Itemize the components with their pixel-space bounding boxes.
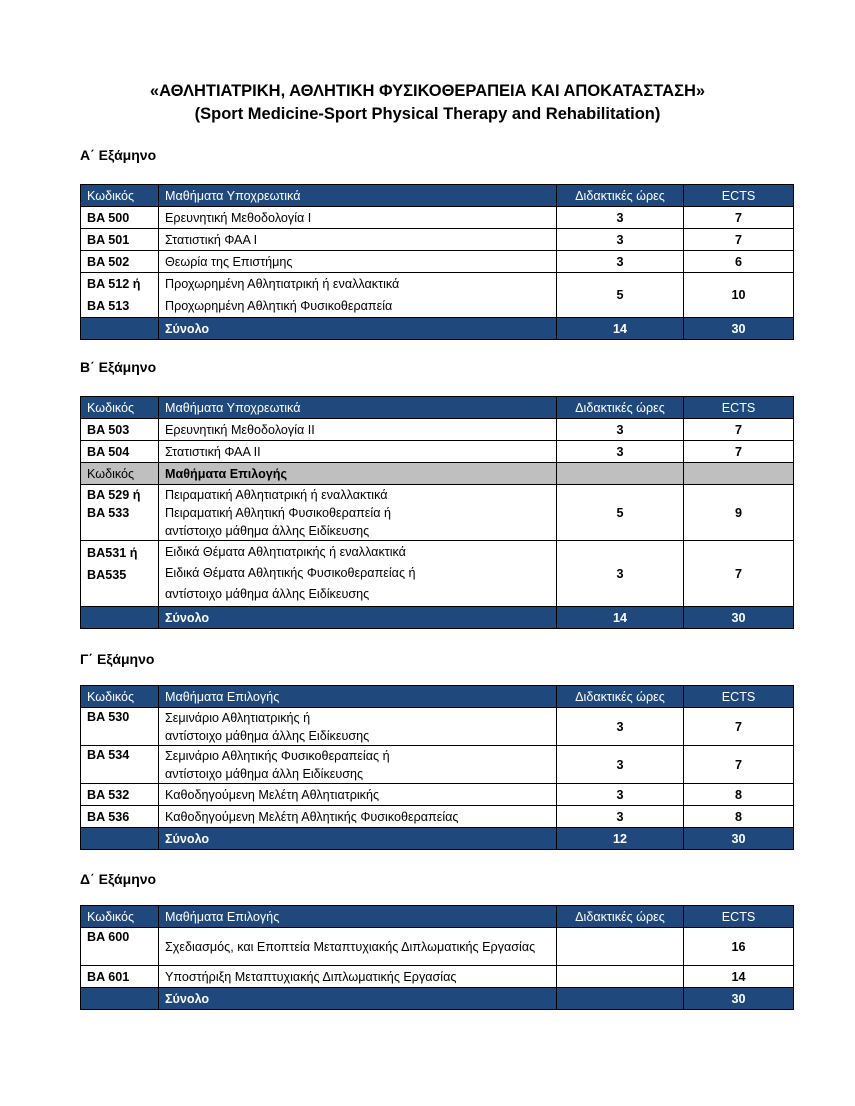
total-label: Σύνολο — [159, 988, 557, 1010]
course-name-line: αντίστοιχο μάθημα άλλης Ειδίκευσης — [165, 523, 370, 538]
header-hours: Διδακτικές ώρες — [557, 185, 684, 207]
course-name — [159, 746, 557, 784]
course-code — [81, 485, 159, 541]
course-ects: 7 — [684, 708, 794, 746]
semester-a-table — [80, 184, 794, 340]
course-ects: 16 — [684, 928, 794, 966]
total-label: Σύνολο — [159, 828, 557, 850]
course-name-line: Σεμινάριο Αθλητιατρικής ή — [165, 710, 311, 725]
header-course: Μαθήματα Υποχρεωτικά — [159, 185, 557, 207]
course-name — [159, 708, 557, 746]
course-ects: 7 — [684, 207, 794, 229]
table-row — [81, 229, 794, 251]
course-code: BA 503 — [81, 419, 159, 441]
header-course: Μαθήματα Επιλογής — [159, 686, 557, 708]
course-name-line: αντίστοιχο μάθημα άλλης Ειδίκευσης — [165, 587, 370, 601]
header-ects: ECTS — [684, 397, 794, 419]
course-ects: 8 — [684, 784, 794, 806]
course-code: BA 530 — [81, 708, 159, 746]
course-code: BA 534 — [81, 746, 159, 784]
header-code: Κωδικός — [81, 397, 159, 419]
course-name-line: Προχωρημένη Αθλητική Φυσικοθεραπεία — [165, 299, 393, 313]
course-hours: 3 — [557, 541, 684, 607]
semester-c-heading: Γ΄ Εξάμηνο — [80, 651, 155, 667]
total-ects: 30 — [684, 318, 794, 340]
table-row — [81, 485, 794, 541]
table-row — [81, 273, 794, 318]
course-hours: 3 — [557, 229, 684, 251]
subheader-empty — [684, 463, 794, 485]
title-line-english: (Sport Medicine-Sport Physical Therapy and Rehabilitation) — [194, 105, 661, 123]
total-row — [81, 988, 794, 1010]
total-row — [81, 828, 794, 850]
table-row — [81, 207, 794, 229]
total-empty-cell — [81, 828, 159, 850]
subheader-course: Μαθήματα Επιλογής — [159, 463, 557, 485]
course-name: Καθοδηγούμενη Μελέτη Αθλητικής Φυσικοθεραπείας — [159, 806, 557, 828]
course-code-line: BA535 — [87, 568, 127, 582]
course-name: Θεωρία της Επιστήμης — [159, 251, 557, 273]
total-label: Σύνολο — [159, 318, 557, 340]
table-row — [81, 928, 794, 966]
elective-subheader-row — [81, 463, 794, 485]
course-code — [81, 273, 159, 318]
course-name-line: Ειδικά Θέματα Αθλητικής Φυσικοθεραπείας ή — [165, 566, 416, 580]
course-ects: 7 — [684, 746, 794, 784]
header-ects: ECTS — [684, 686, 794, 708]
course-code-line: BA 529 ή — [87, 488, 141, 502]
course-code: BA 504 — [81, 441, 159, 463]
total-hours: 14 — [557, 318, 684, 340]
course-code: BA 601 — [81, 966, 159, 988]
table-row — [81, 251, 794, 273]
course-code: BA 501 — [81, 229, 159, 251]
total-ects: 30 — [684, 828, 794, 850]
course-hours: 3 — [557, 441, 684, 463]
header-course: Μαθήματα Υποχρεωτικά — [159, 397, 557, 419]
course-hours: 5 — [557, 485, 684, 541]
table-row — [81, 784, 794, 806]
page-title — [0, 80, 855, 126]
header-ects: ECTS — [684, 906, 794, 928]
course-code: BA 500 — [81, 207, 159, 229]
table-row — [81, 541, 794, 607]
course-ects: 9 — [684, 485, 794, 541]
course-name: Σχεδιασμός, και Εποπτεία Μεταπτυχιακής Διπλωματικής Εργασίας — [159, 928, 557, 966]
total-empty-cell — [81, 607, 159, 629]
course-hours: 3 — [557, 251, 684, 273]
total-ects: 30 — [684, 607, 794, 629]
course-name-line: Πειραματική Αθλητική Φυσικοθεραπεία ή — [165, 505, 392, 520]
table-row — [81, 708, 794, 746]
table-row — [81, 806, 794, 828]
course-hours: 3 — [557, 746, 684, 784]
total-hours — [557, 988, 684, 1010]
header-code: Κωδικός — [81, 185, 159, 207]
course-name — [159, 485, 557, 541]
course-name: Ερευνητική Μεθοδολογία Ι — [159, 207, 557, 229]
semester-c-table — [80, 685, 794, 850]
course-ects: 7 — [684, 541, 794, 607]
course-name-line: Σεμινάριο Αθλητικής Φυσικοθεραπείας ή — [165, 748, 390, 763]
subheader-empty — [557, 463, 684, 485]
course-hours: 5 — [557, 273, 684, 318]
table-row — [81, 441, 794, 463]
total-label: Σύνολο — [159, 607, 557, 629]
total-empty-cell — [81, 988, 159, 1010]
course-code: BA 502 — [81, 251, 159, 273]
course-code: BA 536 — [81, 806, 159, 828]
course-name-line: Πειραματική Αθλητιατρική ή εναλλακτικά — [165, 487, 388, 502]
course-name-line: Προχωρημένη Αθλητιατρική ή εναλλακτικά — [165, 277, 400, 291]
total-ects: 30 — [684, 988, 794, 1010]
header-code: Κωδικός — [81, 906, 159, 928]
semester-b-table — [80, 396, 794, 629]
total-row — [81, 607, 794, 629]
semester-b-heading: Β΄ Εξάμηνο — [80, 359, 157, 375]
course-name: Υποστήριξη Μεταπτυχιακής Διπλωματικής Εργασίας — [159, 966, 557, 988]
table-row — [81, 746, 794, 784]
course-name: Ερευνητική Μεθοδολογία ΙΙ — [159, 419, 557, 441]
table-row — [81, 419, 794, 441]
course-hours: 3 — [557, 784, 684, 806]
course-ects: 7 — [684, 229, 794, 251]
course-hours: 3 — [557, 708, 684, 746]
course-ects: 8 — [684, 806, 794, 828]
header-hours: Διδακτικές ώρες — [557, 397, 684, 419]
header-hours: Διδακτικές ώρες — [557, 906, 684, 928]
course-name — [159, 541, 557, 607]
title-line-greek: «ΑΘΛΗΤΙΑΤΡΙΚΗ, ΑΘΛΗΤΙΚΗ ΦΥΣΙΚΟΘΕΡΑΠΕΙΑ ΚΑΙ ΑΠΟΚΑΤΑΣΤΑΣΗ» — [149, 82, 706, 100]
header-course: Μαθήματα Επιλογής — [159, 906, 557, 928]
total-empty-cell — [81, 318, 159, 340]
course-ects: 14 — [684, 966, 794, 988]
table-row — [81, 966, 794, 988]
course-code-line: BA 533 — [87, 506, 130, 520]
course-code-line: BA 513 — [87, 299, 130, 313]
total-hours: 12 — [557, 828, 684, 850]
header-hours: Διδακτικές ώρες — [557, 686, 684, 708]
course-name-line: αντίστοιχο μάθημα άλλη Ειδίκευσης — [165, 766, 364, 781]
course-name: Στατιστική ΦΑΑ ΙΙ — [159, 441, 557, 463]
course-name-line: Ειδικά Θέματα Αθλητιατρικής ή εναλλακτικά — [165, 545, 406, 559]
course-ects: 6 — [684, 251, 794, 273]
course-ects: 7 — [684, 441, 794, 463]
course-code-line: BA531 ή — [87, 546, 138, 560]
table-header-row — [81, 185, 794, 207]
table-header-row — [81, 906, 794, 928]
course-name-line: αντίστοιχο μάθημα άλλης Ειδίκευσης — [165, 728, 370, 743]
subheader-code: Κωδικός — [81, 463, 159, 485]
course-hours — [557, 928, 684, 966]
course-name — [159, 273, 557, 318]
course-hours — [557, 966, 684, 988]
course-hours: 3 — [557, 419, 684, 441]
course-code: BA 600 — [81, 928, 159, 966]
semester-d-table — [80, 905, 794, 1010]
total-row — [81, 318, 794, 340]
course-code — [81, 541, 159, 607]
course-code-line: BA 512 ή — [87, 277, 141, 291]
course-hours: 3 — [557, 207, 684, 229]
course-name: Καθοδηγούμενη Μελέτη Αθλητιατρικής — [159, 784, 557, 806]
course-ects: 7 — [684, 419, 794, 441]
header-ects: ECTS — [684, 185, 794, 207]
semester-a-heading: Α΄ Εξάμηνο — [80, 147, 157, 163]
header-code: Κωδικός — [81, 686, 159, 708]
table-header-row — [81, 397, 794, 419]
table-header-row — [81, 686, 794, 708]
semester-d-heading: Δ΄ Εξάμηνο — [80, 871, 157, 887]
course-hours: 3 — [557, 806, 684, 828]
course-ects: 10 — [684, 273, 794, 318]
course-code: BA 532 — [81, 784, 159, 806]
total-hours: 14 — [557, 607, 684, 629]
course-name: Στατιστική ΦΑΑ Ι — [159, 229, 557, 251]
